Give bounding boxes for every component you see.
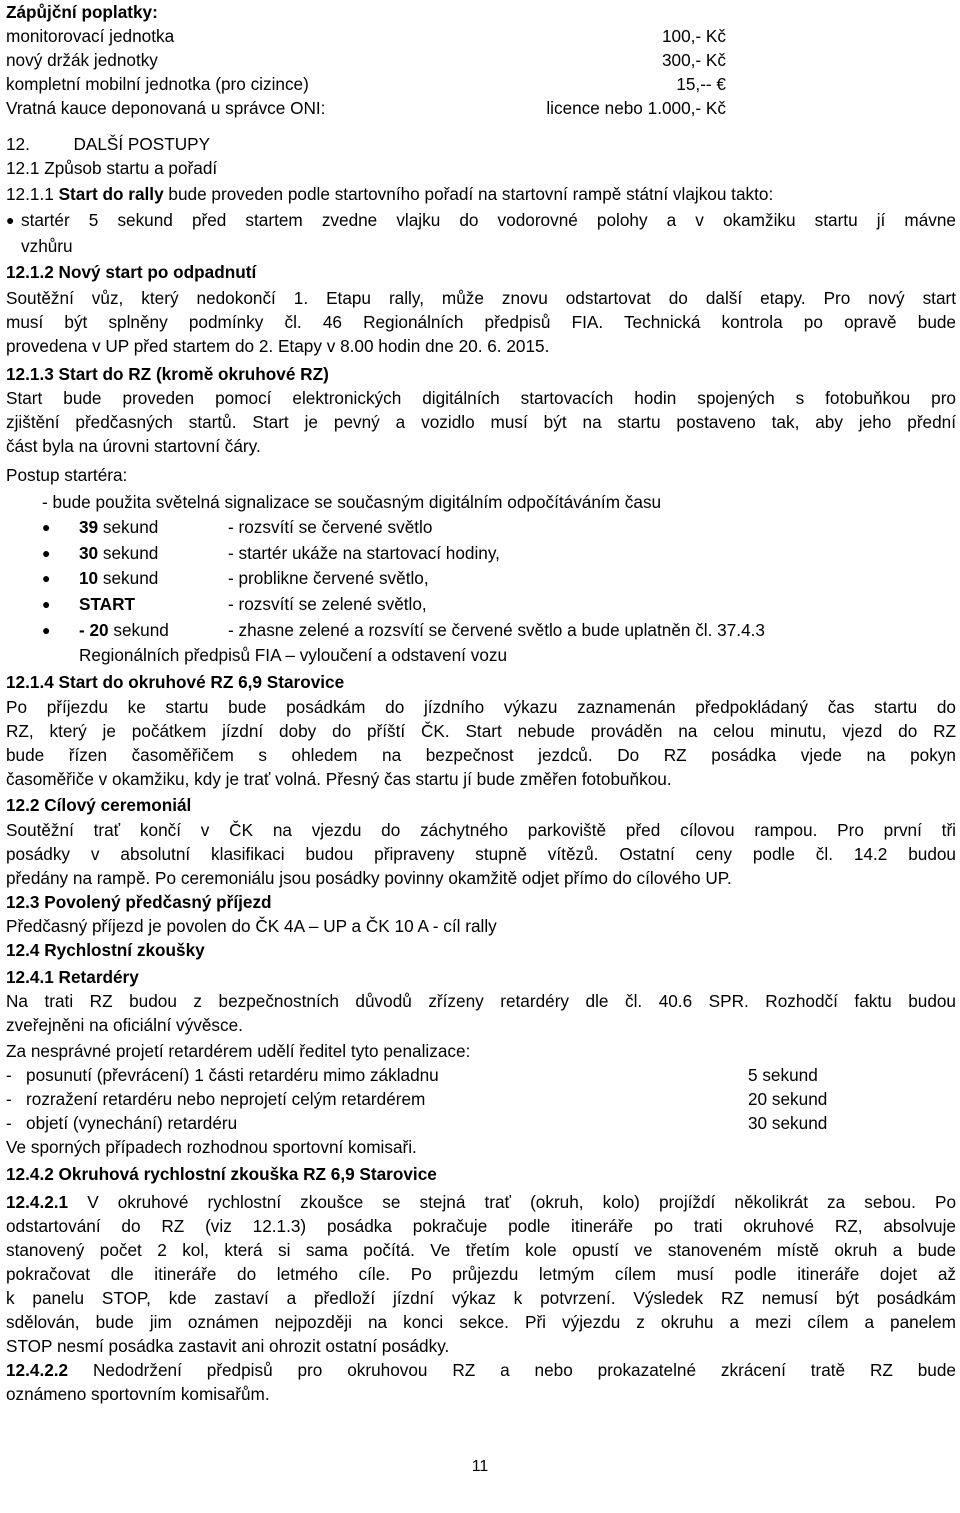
fee-label: nový držák jednotky <box>6 50 158 70</box>
text-line: musí být splněny podmínky čl. 46 Regionálních předpisů FIA. Technická kontrola po opravě bude <box>6 312 956 332</box>
penalty-value: 5 sekund <box>748 1065 818 1085</box>
text-line: předány na rampě. Po ceremoniálu jsou posádky povinny okamžitě odjet přímo do cílového UP. <box>6 868 732 888</box>
procedure-intro: - bude použita světelná signalizace se současným digitálním odpočítáváním času <box>42 492 662 512</box>
step-action: - rozsvítí se červené světlo <box>228 517 433 537</box>
step-action: - zhasne zelené a rozsvítí se červené světlo a bude uplatněn čl. 37.4.3 <box>228 620 765 640</box>
section-title: DALŠÍ POSTUPY <box>73 134 211 154</box>
paragraph-title: 12.1.3 Start do RZ (kromě okruhové RZ) <box>6 364 329 384</box>
text-line: Soutěžní trať končí v ČK na vjezdu do záchytného parkoviště před cílovou rampou. Pro první tři <box>6 820 956 840</box>
text-line: 12.4.2.1 V okruhové rychlostní zkoušce se stejná trať (okruh, kolo) projíždí několikrát za sebou. Po <box>6 1192 956 1212</box>
fee-label: monitorovací jednotka <box>6 26 175 46</box>
step-time: 10 sekund <box>79 568 159 588</box>
fee-amount: licence nebo 1.000,- Kč <box>546 98 726 118</box>
fee-amount: 300,- Kč <box>661 50 726 70</box>
fee-label: kompletní mobilní jednotka (pro cizince) <box>6 74 309 94</box>
text-line: stanovený počet 2 kol, která si sama počítá. Ve třetím kole opustí ve stanoveném místě okruh a bude <box>6 1240 956 1260</box>
step-time: START <box>79 594 136 614</box>
bullet-icon: ● <box>42 570 51 586</box>
procedure-label: Postup startéra: <box>6 465 128 485</box>
text-line: zveřejněni na oficiální vývěsce. <box>6 1015 243 1035</box>
penalty-label: - objetí (vynechání) retardéru <box>6 1113 238 1133</box>
text-line: odstartování do RZ (viz 12.1.3) posádka pokračuje podle itineráře po trati okruhové RZ, absolvuje <box>6 1216 956 1236</box>
section-number: 12. <box>6 134 30 154</box>
text-line: RZ, který je počátkem jízdní doby do příští ČK. Start nebude prováděn na celou minutu, vjezd do RZ <box>6 721 956 741</box>
fee-amount: 15,-- € <box>676 74 726 94</box>
bullet-icon: ● <box>6 212 15 228</box>
penalty-value: 30 sekund <box>748 1113 828 1133</box>
bullet-icon: ● <box>42 519 51 535</box>
bullet-icon: ● <box>42 622 51 638</box>
penalty-label: - posunutí (převrácení) 1 části retardéru mimo základnu <box>6 1065 439 1085</box>
paragraph-title: 12.1.4 Start do okruhové RZ 6,9 Starovice <box>6 672 345 692</box>
text-line: oznámeno sportovním komisařům. <box>6 1384 270 1404</box>
text-line: provedena v UP před startem do 2. Etapy v 8.00 hodin dne 20. 6. 2015. <box>6 336 550 356</box>
fees-title: Zápůjční poplatky: <box>6 2 158 22</box>
paragraph-12-1-1 <box>6 184 773 205</box>
bullet-icon: ● <box>42 596 51 612</box>
text-line: Start bude proveden pomocí elektronických digitálních startovacích hodin spojených s fotobuňkou pro <box>6 388 956 408</box>
paragraph-title: 12.4.2 Okruhová rychlostní zkouška RZ 6,9 Starovice <box>6 1164 437 1184</box>
text-line: k panelu STOP, kde zastaví a předloží jízdní výkaz k potvrzení. Výsledek RZ nemusí být posádkám <box>6 1288 956 1308</box>
paragraph-title: 12.1.2 Nový start po odpadnutí <box>6 262 257 282</box>
step-time: 30 sekund <box>79 543 159 563</box>
text-line: Ve sporných případech rozhodnou sportovní komisaři. <box>6 1137 417 1157</box>
step-action-cont: Regionálních předpisů FIA – vyloučení a odstavení vozu <box>79 645 508 665</box>
step-time: - 20 sekund <box>79 620 169 640</box>
text-line: STOP nesmí posádka zastavit ani ohrozit ostatní posádky. <box>6 1336 450 1356</box>
penalty-value: 20 sekund <box>748 1089 828 1109</box>
step-time: 39 sekund <box>79 517 159 537</box>
paragraph-text: bude proveden podle startovního pořadí na startovní rampě státní vlajkou takto: <box>163 184 774 204</box>
penalty-label: - rozražení retardéru nebo neprojetí celým retardérem <box>6 1089 426 1109</box>
page-number: 11 <box>471 1458 489 1475</box>
text-line: sdělován, bude jim oznámen nejpozději na konci sekce. Při výjezdu z okruhu a mezi cílem a panelem <box>6 1312 956 1332</box>
fee-label: Vratná kauce deponovaná u správce ONI: <box>6 98 326 118</box>
text-line: pokračovat dle itineráře do letmého cíle. Po průjezdu letmým cílem musí podle itineráře dojet až <box>6 1264 956 1284</box>
subsection-heading: 12.1 Způsob startu a pořadí <box>6 158 218 178</box>
bullet-text: startér 5 sekund před startem zvedne vlajku do vodorovné polohy a v okamžiku startu jí mávne <box>21 210 956 230</box>
bullet-text: vzhůru <box>21 236 73 256</box>
text-line: časoměřiče v okamžiku, kdy je trať volná. Přesný čas startu jí bude změřen fotobuňkou. <box>6 769 672 789</box>
text-line: Po příjezdu ke startu bude posádkám do jízdního výkazu zaznamenán předpokládaný čas startu do <box>6 697 956 717</box>
paragraph-title: 12.4 Rychlostní zkoušky <box>6 940 205 960</box>
section-heading <box>6 134 210 155</box>
paragraph-title: 12.3 Povolený předčasný příjezd <box>6 892 272 912</box>
text-line: bude řízen časoměřičem s ohledem na bezpečnost jezdců. Do RZ posádka vjede na pokyn <box>6 745 956 765</box>
step-action: - problikne červené světlo, <box>228 568 429 588</box>
step-action: - startér ukáže na startovací hodiny, <box>228 543 500 563</box>
text-line: posádky v absolutní klasifikaci budou připraveny stupně vítězů. Ostatní ceny podle čl. 14.2 budou <box>6 844 956 864</box>
text-line: část byla na úrovni startovní čáry. <box>6 436 261 456</box>
text-line: zjištění předčasných startů. Start je pevný a vozidlo musí být na startu postaveno tak, aby jeho přední <box>6 412 956 432</box>
paragraph-number: 12.1.1 <box>6 184 54 204</box>
text-line: Na trati RZ budou z bezpečnostních důvodů zřízeny retardéry dle čl. 40.6 SPR. Rozhodčí faktu budou <box>6 991 956 1011</box>
paragraph-title: Start do rally <box>53 184 164 204</box>
paragraph-title: 12.2 Cílový ceremoniál <box>6 795 192 815</box>
text-line: Předčasný příjezd je povolen do ČK 4A – UP a ČK 10 A - cíl rally <box>6 916 497 936</box>
step-action: - rozsvítí se zelené světlo, <box>228 594 427 614</box>
paragraph-title: 12.4.1 Retardéry <box>6 967 139 987</box>
penalty-intro: Za nesprávné projetí retardérem udělí ředitel tyto penalizace: <box>6 1041 471 1061</box>
bullet-icon: ● <box>42 545 51 561</box>
text-line: Soutěžní vůz, který nedokončí 1. Etapu rally, může znovu odstartovat do další etapy. Pro nový start <box>6 288 956 308</box>
text-line: 12.4.2.2 Nedodržení předpisů pro okruhovou RZ a nebo prokazatelné zkrácení tratě RZ bude <box>6 1360 956 1380</box>
fee-amount: 100,- Kč <box>661 26 726 46</box>
